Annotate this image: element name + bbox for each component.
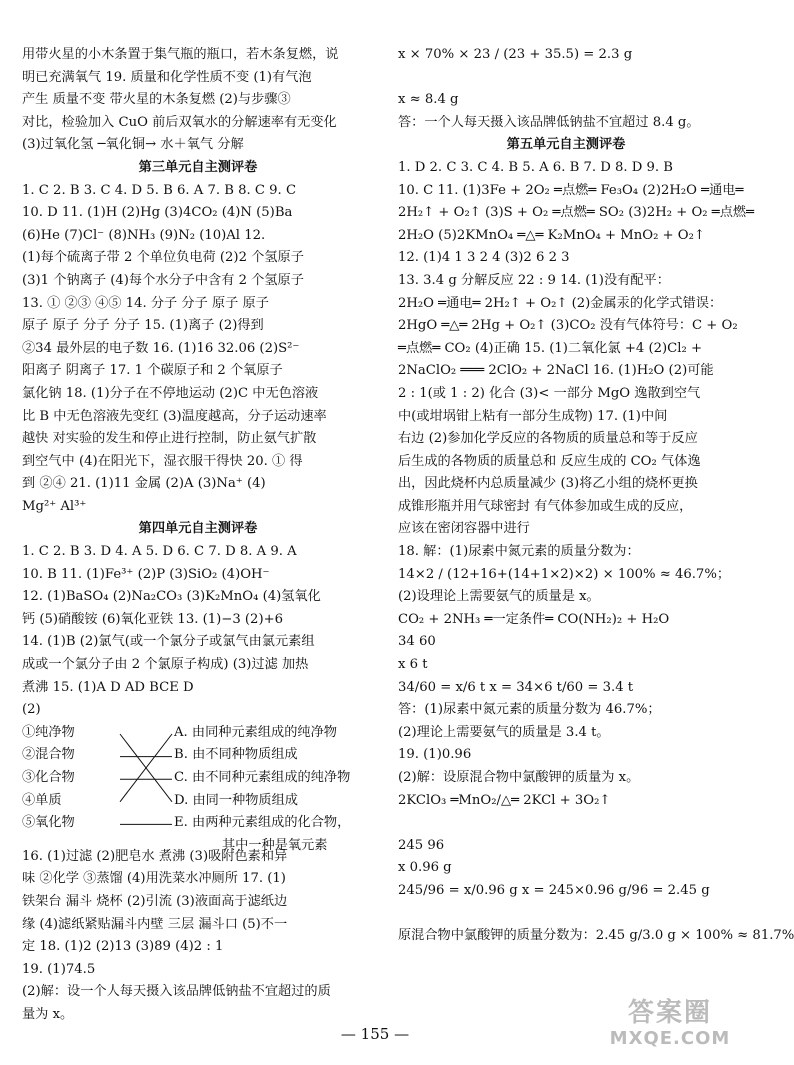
answer-line: 中(或坩埚钳上粘有一部分生成物) 17. (1)中间 <box>398 408 668 424</box>
answer-line: 钙 (5)硝酸铵 (6)氧化亚铁 13. (1)−3 (2)+6 <box>22 611 284 627</box>
left-column <box>22 44 374 1027</box>
section-heading: 第三单元自主测评卷 <box>138 159 258 175</box>
answer-line <box>398 812 734 835</box>
diagram-description: A. 由同种元素组成的纯净物 <box>174 724 337 740</box>
answer-line: 34/60 = x/6 t x = 34×6 t/60 = 3.4 t <box>398 679 634 695</box>
answer-line: (2)解：设原混合物中氯酸钾的质量为 x。 <box>398 770 640 785</box>
answer-line: 13. ① ②③ ④⑤ 14. 分子 分子 原子 原子 <box>22 295 269 311</box>
answer-line: 成锥形瓶并用气球密封 有气体参加或生成的反应， <box>398 498 693 514</box>
answer-line: 2KClO₃ ═MnO₂/△═ 2KCl + 3O₂↑ <box>398 792 611 808</box>
answer-line: 氯化钠 18. (1)分子在不停地运动 (2)C 中无色溶液 <box>22 385 319 401</box>
answer-line: 到 ②④ 21. (1)11 金属 (2)A (3)Na⁺ (4) <box>22 476 266 492</box>
answer-line: 应该在密闭容器中进行 <box>398 521 530 537</box>
answer-line: 味 ②化学 ③蒸馏 (4)用洗菜水冲厕所 17. (1) <box>22 871 286 887</box>
answer-line: (6)He (7)Cl⁻ (8)NH₃ (9)N₂ (10)Al 12. <box>22 227 266 243</box>
answer-line: 阳离子 阴离子 17. 1 个碳原子和 2 个氧原子 <box>22 363 283 379</box>
section-heading: 第四单元自主测评卷 <box>138 521 258 537</box>
answer-line: 10. C 11. (1)3Fe + 2O₂ ═点燃═ Fe₃O₄ (2)2H₂O ═通电═ <box>398 182 744 198</box>
answer-line: 原混合物中氯酸钾的质量分数为：2.45 g/3.0 g × 100% ≈ 81.7% <box>398 928 794 944</box>
answer-line: 245/96 = x/0.96 g x = 245×0.96 g/96 = 2.45 g <box>398 882 710 898</box>
answer-line: 越快 对实验的发生和停止进行控制，防止氨气扩散 <box>22 431 317 447</box>
answer-line: x 6 t <box>398 657 428 673</box>
answer-line: 1. C 2. B 3. C 4. D 5. B 6. A 7. B 8. C 9. C <box>22 182 297 198</box>
left-column-text-after-diagram <box>22 846 374 1027</box>
answer-line: 铁架台 漏斗 烧杯 (2)引流 (3)液面高于滤纸边 <box>22 894 288 909</box>
answer-line: 34 60 <box>398 634 436 650</box>
answer-line: x ≈ 8.4 g <box>398 92 459 108</box>
answer-line: 1. C 2. B 3. D 4. A 5. D 6. C 7. D 8. A 9. A <box>22 544 297 560</box>
answer-line: 产生 质量不变 带火星的木条复燃 (2)与步骤③ <box>22 92 291 108</box>
diagram-description: D. 由同一种物质组成 <box>174 792 298 808</box>
answer-line: 19. (1)0.96 <box>398 747 472 763</box>
answer-line: 19. (1)74.5 <box>22 961 96 977</box>
answer-line: 16. (1)过滤 (2)肥皂水 煮沸 (3)吸附色素和异 <box>22 848 288 864</box>
answer-line: 答：(1)尿素中氮元素的质量分数为 46.7%； <box>398 702 661 718</box>
answer-line: 比 B 中无色溶液先变红 (3)温度越高，分子运动速率 <box>22 408 327 424</box>
watermark-logo <box>600 1000 740 1060</box>
classification-matching-diagram <box>22 722 374 853</box>
answer-line: CO₂ + 2NH₃ ═一定条件═ CO(NH₂)₂ + H₂O <box>398 611 670 627</box>
diagram-description: C. 由不同种元素组成的纯净物 <box>174 770 351 785</box>
watermark-line-2: MXQE.COM <box>609 1028 731 1049</box>
watermark-line-1: 答案圈 <box>627 998 712 1028</box>
answer-line: ②34 最外层的电子数 16. (1)16 32.06 (2)S²⁻ <box>22 340 300 356</box>
right-column <box>398 44 794 948</box>
answer-line: 2HgO ═△═ 2Hg + O₂↑ (3)CO₂ 没有气体符号：C + O₂ <box>398 318 738 334</box>
answer-line: 2H₂O (5)2KMnO₄ ═△═ K₂MnO₄ + MnO₂ + O₂↑ <box>398 227 705 243</box>
answer-line: 12. (1)BaSO₄ (2)Na₂CO₃ (3)K₂MnO₄ (4)氢氧化 <box>22 589 321 605</box>
page-number: — 155 — <box>340 1025 410 1043</box>
diagram-item: ①纯净物 <box>22 724 75 740</box>
answer-line: 10. D 11. (1)H (2)Hg (3)4CO₂ (4)N (5)Ba <box>22 205 293 221</box>
answer-line: 明已充满氧气 19. 质量和化学性质不变 (1)有气泡 <box>22 69 312 85</box>
answer-line: 出，因此烧杯内总质量减少 (3)将乙小组的烧杯更换 <box>398 476 698 492</box>
diagram-item: ②混合物 <box>22 747 75 763</box>
answer-line: 1. D 2. C 3. C 4. B 5. A 6. B 7. D 8. D 9. B <box>398 159 673 175</box>
answer-line: 原子 原子 分子 分子 15. (1)离子 (2)得到 <box>22 318 264 334</box>
answer-line: 245 96 <box>398 837 445 853</box>
answer-line: (2) <box>22 702 41 718</box>
left-column-text <box>22 44 374 722</box>
answer-line: (3)1 个钠离子 (4)每个水分子中含有 2 个氢原子 <box>22 272 304 288</box>
answer-line: Mg²⁺ Al³⁺ <box>22 498 87 514</box>
answer-line: 答：一个人每天摄入该品牌低钠盐不宜超过 8.4 g。 <box>398 114 700 130</box>
answer-line: 量为 x。 <box>22 1006 74 1022</box>
answer-line: (2)理论上需要氨气的质量是 3.4 t。 <box>398 724 610 740</box>
answer-line <box>398 903 734 926</box>
answer-line: x 0.96 g <box>398 860 452 876</box>
answer-line: 18. 解：(1)尿素中氮元素的质量分数为： <box>398 544 640 560</box>
diagram-description: E. 由两种元素组成的化合物， <box>174 815 351 831</box>
answer-line: (2)解：设一个人每天摄入该品牌低钠盐不宜超过的质 <box>22 984 331 1000</box>
answer-line: 后生成的各物质的质量总和 反应生成的 CO₂ 气体逸 <box>398 453 701 469</box>
answer-line: 煮沸 15. (1)A D AD BCE D <box>22 679 194 695</box>
answer-line: 12. (1)4 1 3 2 4 (3)2 6 2 3 <box>398 250 570 266</box>
diagram-item: ④单质 <box>22 792 62 808</box>
answer-line <box>398 67 734 90</box>
answer-line: 定 18. (1)2 (2)13 (3)89 (4)2 : 1 <box>22 939 224 955</box>
answer-line: 14. (1)B (2)氯气(或一个氯分子或氯气由氯元素组 <box>22 634 315 650</box>
answer-line: 2 : 1(或 1 : 2) 化合 (3)< 一部分 MgO 逸散到空气 <box>398 385 701 401</box>
answer-line: 14×2 / (12+16+(14+1×2)×2) × 100% ≈ 46.7%； <box>398 566 731 582</box>
answer-line: 2NaClO₂ ═══ 2ClO₂ + 2NaCl 16. (1)H₂O (2)可能 <box>398 363 714 379</box>
answer-line: 用带火星的小木条置于集气瓶的瓶口，若木条复燃，说 <box>22 47 339 62</box>
answer-line: 2H₂↑ + O₂↑ (3)S + O₂ ═点燃═ SO₂ (3)2H₂ + O₂ ═点燃═ <box>398 205 755 221</box>
answer-line: 对比，检验加入 CuO 前后双氧水的分解速率有无变化 <box>22 114 337 130</box>
answer-line: 13. 3.4 g 分解反应 22 : 9 14. (1)没有配平： <box>398 272 670 288</box>
section-heading: 第五单元自主测评卷 <box>506 137 626 153</box>
answer-line: 2H₂O ═通电═ 2H₂↑ + O₂↑ (2)金属汞的化学式错误： <box>398 295 723 311</box>
answer-line: 缘 (4)滤纸紧贴漏斗内壁 三层 漏斗口 (5)不一 <box>22 916 288 932</box>
answer-line: 到空气中 (4)在阳光下，湿衣服干得快 20. ① 得 <box>22 453 303 469</box>
answer-line: 成或一个氯分子由 2 个氯原子构成) (3)过滤 加热 <box>22 657 309 673</box>
answer-line: 右边 (2)参加化学反应的各物质的质量总和等于反应 <box>398 431 698 447</box>
answer-line: (2)设理论上需要氨气的质量是 x。 <box>398 589 600 605</box>
answer-line: (3)过氧化氢 ─氧化铜→ 水＋氧气 分解 <box>22 137 244 153</box>
diagram-item: ⑤氧化物 <box>22 815 75 831</box>
answer-line: ═点燃═ CO₂ (4)正确 15. (1)二氧化氯 +4 (2)Cl₂ + <box>398 340 703 356</box>
answer-line: x × 70% × 23 / (23 + 35.5) = 2.3 g <box>398 47 633 62</box>
answer-line: (1)每个硫离子带 2 个单位负电荷 (2)2 个氢原子 <box>22 250 304 266</box>
diagram-description: B. 由不同种物质组成 <box>174 747 298 763</box>
diagram-caption: 其中一种是氧元素 <box>222 837 328 853</box>
answer-line: 10. B 11. (1)Fe³⁺ (2)P (3)SiO₂ (4)OH⁻ <box>22 566 270 582</box>
diagram-item: ③化合物 <box>22 770 75 785</box>
